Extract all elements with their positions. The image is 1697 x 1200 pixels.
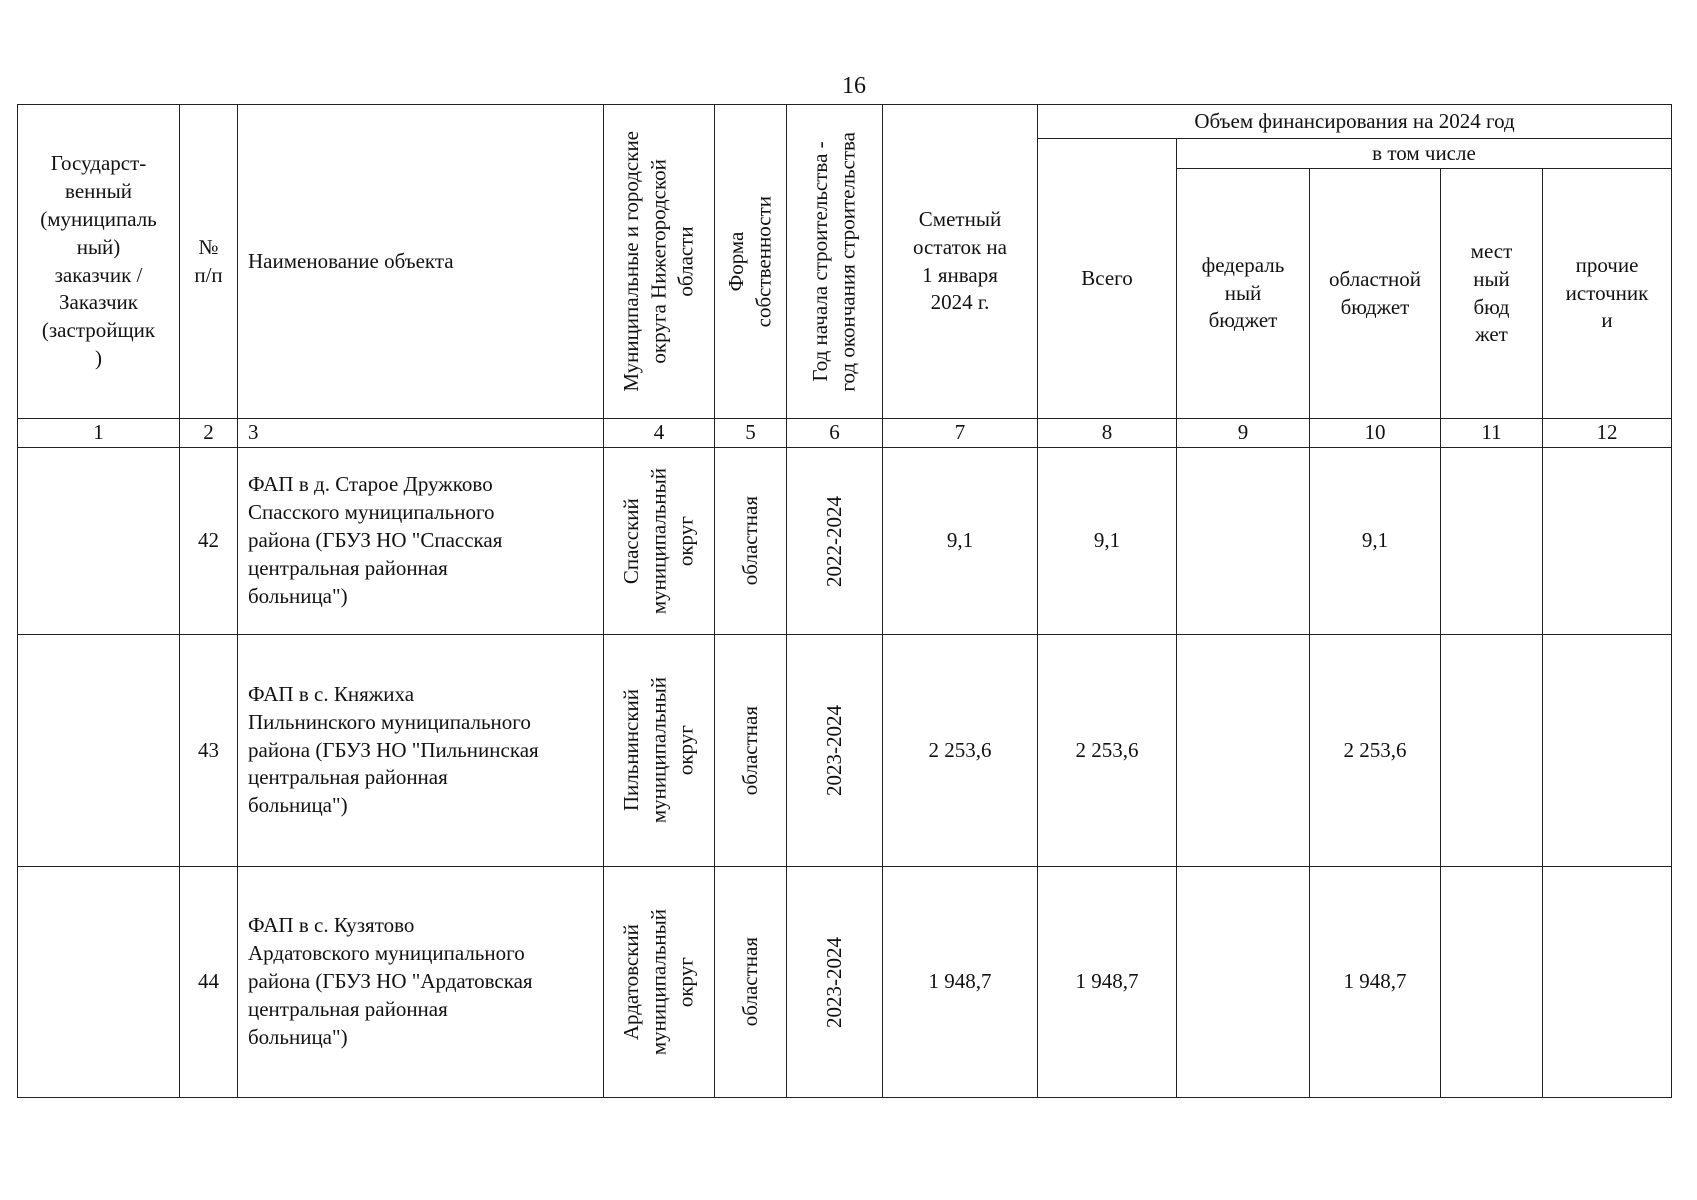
cell-object-name <box>238 867 604 1098</box>
cell-object-name-text: ФАП в д. Старое Дружково Спасского муниципального района (ГБУЗ НО "Спасская центральная районная больница") <box>248 472 503 608</box>
column-number: 12 <box>1543 419 1672 448</box>
cell-local <box>1441 867 1543 1098</box>
cell-object-name-text: ФАП в с. Княжиха Пильнинского муниципального района (ГБУЗ НО "Пильнинская центральная районная больница") <box>248 681 539 818</box>
header-federal <box>1177 169 1310 419</box>
cell-customer <box>18 635 180 867</box>
cell-total: 1 948,7 <box>1038 867 1177 1098</box>
header-federal-text: федераль ный бюджет <box>1201 252 1285 333</box>
header-estimate-balance <box>883 105 1038 419</box>
header-ownership-text: Форма собственности <box>724 195 776 328</box>
page-number: 16 <box>842 73 866 99</box>
cell-years <box>787 867 883 1098</box>
column-number: 7 <box>883 419 1038 448</box>
cell-regional: 2 253,6 <box>1310 635 1441 867</box>
cell-estimate-balance: 2 253,6 <box>883 635 1038 867</box>
cell-federal <box>1177 448 1310 635</box>
header-regional-text: областной бюджет <box>1329 266 1421 319</box>
cell-years <box>787 448 883 635</box>
cell-other <box>1543 867 1672 1098</box>
cell-other <box>1543 448 1672 635</box>
cell-municipality <box>604 635 715 867</box>
column-number: 9 <box>1177 419 1310 448</box>
cell-number: 44 <box>180 867 238 1098</box>
header-number <box>180 105 238 419</box>
cell-estimate-balance: 9,1 <box>883 448 1038 635</box>
cell-years-text: 2023-2024 <box>821 936 846 1028</box>
table-row <box>18 635 1672 867</box>
header-including <box>1177 139 1672 169</box>
cell-municipality <box>604 448 715 635</box>
cell-municipality <box>604 867 715 1098</box>
header-object-name-text: Наименование объекта <box>248 248 454 273</box>
header-municipality-text: Муниципальные и городские округа Нижегородской области <box>619 131 698 392</box>
column-number: 11 <box>1441 419 1543 448</box>
header-estimate-balance-text: Сметный остаток на 1 января 2024 г. <box>913 206 1007 315</box>
cell-total: 9,1 <box>1038 448 1177 635</box>
column-number: 2 <box>180 419 238 448</box>
header-years <box>787 105 883 419</box>
header-row-1 <box>18 105 1672 139</box>
column-number-row <box>18 419 1672 448</box>
cell-ownership <box>715 448 787 635</box>
header-financing-group <box>1038 105 1672 139</box>
column-number: 3 <box>238 419 604 448</box>
cell-years-text: 2022-2024 <box>821 495 846 587</box>
header-years-text: Год начала строительства - год окончания строительства <box>808 131 860 392</box>
cell-municipality-text: Пильнинский муниципальный округ <box>619 677 698 824</box>
header-number-text: № п/п <box>194 234 223 287</box>
cell-customer <box>18 867 180 1098</box>
cell-object-name-text: ФАП в с. Кузятово Ардатовского муниципального района (ГБУЗ НО "Ардатовская центральная районная больница") <box>248 913 533 1049</box>
cell-local <box>1441 635 1543 867</box>
column-number: 6 <box>787 419 883 448</box>
investment-table <box>17 104 1672 1098</box>
cell-ownership <box>715 635 787 867</box>
header-municipality <box>604 105 715 419</box>
column-number: 5 <box>715 419 787 448</box>
cell-years-text: 2023-2024 <box>821 705 846 796</box>
cell-ownership-text: областная <box>737 705 762 796</box>
cell-customer <box>18 448 180 635</box>
header-total <box>1038 139 1177 419</box>
cell-regional: 9,1 <box>1310 448 1441 635</box>
cell-object-name <box>238 448 604 635</box>
cell-ownership-text: областная <box>737 937 762 1027</box>
cell-regional: 1 948,7 <box>1310 867 1441 1098</box>
cell-ownership <box>715 867 787 1098</box>
cell-municipality-text: Спасский муниципальный округ <box>619 467 698 615</box>
header-customer-text: Государст- венный (муниципаль ный) заказчик / Заказчик (застройщик ) <box>40 150 157 371</box>
cell-federal <box>1177 867 1310 1098</box>
cell-estimate-balance: 1 948,7 <box>883 867 1038 1098</box>
header-financing-group-text: Объем финансирования на 2024 год <box>1194 108 1515 133</box>
cell-other <box>1543 635 1672 867</box>
column-number: 1 <box>18 419 180 448</box>
cell-object-name <box>238 635 604 867</box>
header-customer <box>18 105 180 419</box>
cell-number: 42 <box>180 448 238 635</box>
header-other-text: прочие источник и <box>1565 252 1649 333</box>
header-object-name <box>238 105 604 419</box>
cell-number: 43 <box>180 635 238 867</box>
header-local-text: мест ный бюд жет <box>1470 238 1513 347</box>
cell-total: 2 253,6 <box>1038 635 1177 867</box>
header-local <box>1441 169 1543 419</box>
cell-years <box>787 635 883 867</box>
cell-municipality-text: Ардатовский муниципальный округ <box>619 908 698 1056</box>
header-other <box>1543 169 1672 419</box>
header-including-text: в том числе <box>1372 140 1476 165</box>
header-total-text: Всего <box>1081 265 1133 290</box>
column-number: 4 <box>604 419 715 448</box>
cell-federal <box>1177 635 1310 867</box>
table-row <box>18 448 1672 635</box>
header-regional <box>1310 169 1441 419</box>
table-row <box>18 867 1672 1098</box>
cell-local <box>1441 448 1543 635</box>
header-ownership <box>715 105 787 419</box>
cell-ownership-text: областная <box>737 496 762 586</box>
column-number: 8 <box>1038 419 1177 448</box>
column-number: 10 <box>1310 419 1441 448</box>
